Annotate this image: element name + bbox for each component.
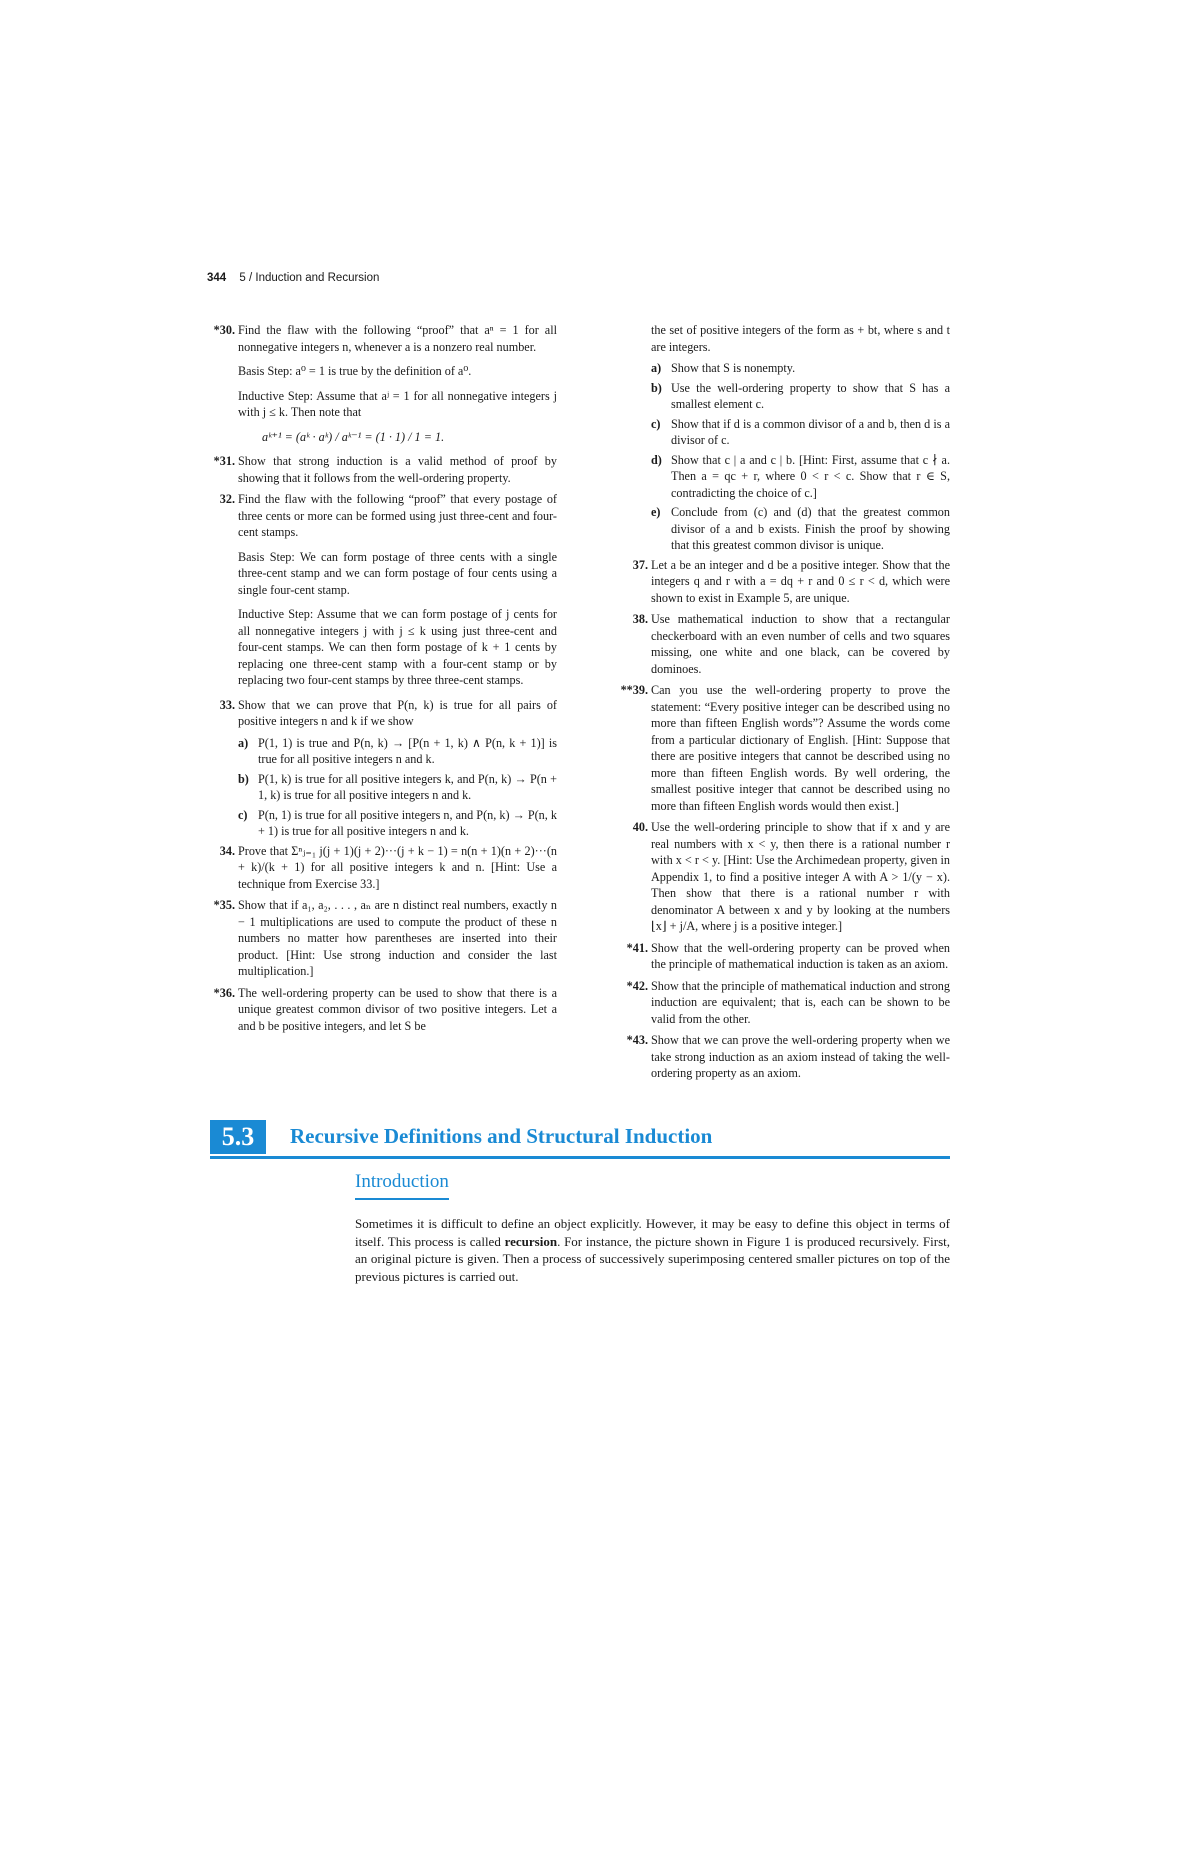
part-text: Use the well-ordering property to show that S has a smallest element c. [671,380,950,411]
intro-paragraph [355,1215,950,1285]
exercise-number: *43. [626,1033,648,1047]
formula: aᵏ⁺¹ = (aᵏ · aᵏ) / aᵏ⁻¹ = (1 · 1) / 1 = 1. [262,429,445,444]
basis-step: Basis Step: a⁰ = 1 is true by the definition of a⁰. [238,364,472,378]
exercise-33 [202,697,557,730]
part-text: Show that c | a and c | b. [Hint: First, assume that c ∤ a. Then a = qc + r, where 0 < r < c. Show that r ∈ S, contradicting the choice of c.] [671,452,950,500]
exercise-34 [202,843,557,893]
exercise-text: Find the flaw with the following “proof” that aⁿ = 1 for all nonnegative integers n, whenever a is a nonzero real number. [238,323,557,354]
exercise-text: Show that the well-ordering property can be proved when the principle of mathematical induction is taken as an axiom. [651,940,950,971]
exercise-36-continued: the set of positive integers of the form as + bt, where s and t are integers. [651,323,950,354]
exercise-number: 33. [219,697,235,712]
part-text: Show that if d is a common divisor of a and b, then d is a divisor of c. [671,416,950,447]
exercise-36-b [615,380,950,413]
section-number-badge: 5.3 [210,1120,266,1154]
exercise-32 [202,491,557,541]
part-text: P(1, 1) is true and P(n, k) → [P(n + 1, k) ∧ P(n, k + 1)] is true for all positive integers n and k. [258,735,557,766]
exercise-text: Show that we can prove the well-ordering property when we take strong induction as an axiom instead of taking the well-ordering property as an axiom. [651,1033,950,1080]
exercise-36-a [615,360,950,377]
section-title: Recursive Definitions and Structural Induction [290,1124,713,1148]
exercise-text: Show that strong induction is a valid method of proof by showing that it follows from the well-ordering property. [238,454,557,485]
exercise-33-b [202,771,557,804]
exercise-36-c [615,416,950,449]
exercise-number: 40. [632,820,648,834]
part-label: d) [651,452,662,467]
right-column [615,322,950,1087]
inductive-step: Inductive Step: Assume that we can form postage of j cents for all nonnegative integers j with j ≤ k using just three-cent and four-cent stamps. We can then form postage of k + 1 cents by replacing one three-cent stamp with a four-cent stamp or by replacing two four-cent stamps by three three-cent stamps. [238,607,557,687]
exercise-number: *41. [626,940,648,955]
basis-step: Basis Step: We can form postage of three cents with a single three-cent stamp and we can form postage of four cents using a single four-cent stamp. [238,549,557,597]
exercise-text: Use the well-ordering principle to show that if x and y are real numbers with x < y, then there is a rational number r with x < r < y. [Hint: Use the Archimedean property, given in Appendix 1, to find a positive integer A with A > 1/(y − x). Then show that there is a rational number r with denominator A between x and y by looking at the numbers ⌊x⌋ + j/A, where j is a positive integer.] [651,820,950,933]
exercise-number: 37. [632,557,648,572]
exercise-text: Show that the principle of mathematical induction and strong induction are equivalent; that is, each can be shown to be valid from the other. [651,978,950,1026]
exercise-number: *35. [213,898,235,912]
part-label: a) [651,361,662,375]
exercise-text: Show that we can prove that P(n, k) is true for all pairs of positive integers n and k if we show [238,697,557,728]
left-column [202,322,557,1039]
exercise-36-e [615,504,950,554]
exercise-38 [615,611,950,677]
exercise-41 [615,940,950,973]
exercise-text: Show that if a₁, a₂, . . . , aₙ are n distinct real numbers, exactly n − 1 multiplications are used to compute the product of these n numbers no matter how parentheses are inserted into their product. [Hint: Use strong induction and consider the last multiplication.] [238,898,557,978]
exercise-text: Let a be an integer and d be a positive integer. Show that the integers q and r with a = dq + r and 0 ≤ r < d, which were shown to exist in Example 5, are unique. [651,557,950,605]
exercise-number: 38. [632,612,648,626]
exercise-text: The well-ordering property can be used to show that there is a unique greatest common divisor of two positive integers. Let a and b be positive integers, and let S be [238,985,557,1033]
exercise-text: Use mathematical induction to show that a rectangular checkerboard with an even number of cells and two squares missing, one white and one black, can be covered by dominoes. [651,612,950,676]
exercise-42 [615,978,950,1028]
intro-text: Sometimes it is difficult to define an object explicitly. However, it may be easy to define this object in terms of itself. This process is called [355,1216,950,1249]
part-label: a) [238,735,249,750]
exercise-number: *30. [213,323,235,337]
page-number: 344 [207,272,227,284]
exercise-36-d [615,452,950,502]
part-text: Show that S is nonempty. [671,361,796,375]
exercise-text: Can you use the well-ordering property to prove the statement: “Every positive integer can be described using no more than fifteen English words”? Assume the words come from a particular dictionary of English. [Hint: Suppose that there are positive integers that cannot be described using no more than fifteen English words. By well ordering, the smallest positive integer that cannot be described using no more than fifteen English words would then exist.] [651,683,950,813]
exercise-33-c [202,807,557,840]
exercise-43 [615,1032,950,1082]
inductive-step: Inductive Step: Assume that aʲ = 1 for all nonnegative integers j with j ≤ k. Then note that [238,388,557,419]
exercise-number: 34. [219,843,235,858]
part-text: P(1, k) is true for all positive integers k, and P(n, k) → P(n + 1, k) is true for all positive integers n and k. [258,771,557,802]
part-label: c) [651,416,661,431]
exercise-31 [202,453,557,486]
exercise-text: Find the flaw with the following “proof” that every postage of three cents or more can be formed using just three-cent and four-cent stamps. [238,492,557,539]
part-label: c) [238,807,248,822]
exercise-36 [202,985,557,1035]
key-term: recursion [504,1233,558,1249]
exercise-37 [615,557,950,607]
exercise-35 [202,897,557,980]
exercise-number: *42. [626,978,648,993]
exercise-33-a [202,735,557,768]
exercise-40 [615,819,950,935]
part-text: Conclude from (c) and (d) that the greatest common divisor of a and b exists. Finish the proof by showing that this greatest common divisor is unique. [671,505,950,552]
part-label: b) [651,380,662,395]
section-heading [210,1120,950,1159]
page-header [207,272,379,284]
subsection-title: Introduction [355,1171,449,1200]
exercise-39 [615,682,950,814]
part-label: e) [651,505,661,519]
intro-text: . For instance, the picture shown in Figure 1 is produced recursively. First, an original picture is given. Then a process of successively superimposing centered smaller pictures on top of the previous pictures is carried out. [355,1233,950,1284]
exercise-number: 32. [219,492,235,506]
exercise-number: *31. [213,454,235,468]
exercise-text: Prove that Σⁿⱼ₌₁ j(j + 1)(j + 2)···(j + k − 1) = n(n + 1)(n + 2)···(n + k)/(k + 1) for all positive integers k and n. [Hint: Use a technique from Exercise 33.] [238,843,557,891]
part-text: P(n, 1) is true for all positive integers n, and P(n, k) → P(n, k + 1) is true for all positive integers n and k. [258,807,557,838]
exercise-number: **39. [620,683,648,697]
exercise-number: *36. [213,985,235,1000]
part-label: b) [238,771,249,786]
exercise-30 [202,322,557,355]
running-title: 5 / Induction and Recursion [239,272,380,284]
